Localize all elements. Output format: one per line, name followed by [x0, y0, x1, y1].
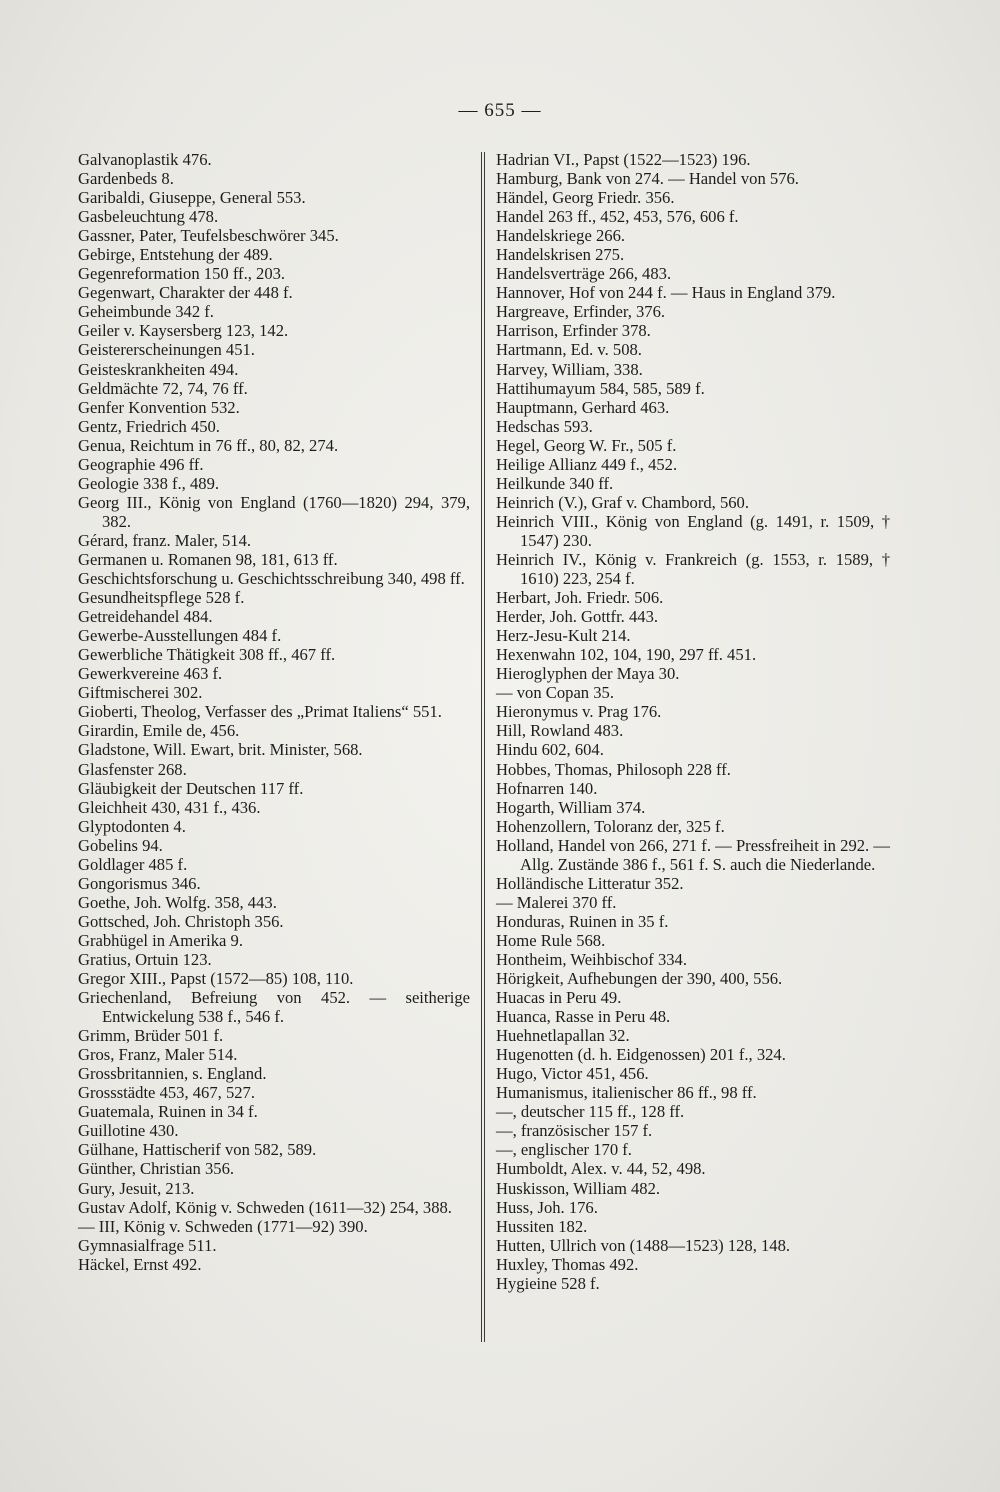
index-column-left — [78, 150, 470, 1274]
index-entry: Gegenwart, Charakter der 448 f. — [78, 283, 293, 303]
index-entry: Geheimbunde 342 f. — [78, 302, 214, 322]
index-entry: Humboldt, Alex. v. 44, 52, 498. — [496, 1159, 706, 1179]
index-entry: Genfer Konvention 532. — [78, 397, 240, 417]
index-entry: Handel 263 ff., 452, 453, 576, 606 f. — [496, 207, 739, 227]
index-entry: Home Rule 568. — [496, 930, 606, 950]
index-entry: Gegenreformation 150 ff., 203. — [78, 264, 286, 284]
index-entry: Herz-Jesu-Kult 214. — [496, 626, 631, 646]
index-entry: Gewerbe-Ausstellungen 484 f. — [78, 626, 282, 646]
index-entry: Hamburg, Bank von 274. — Handel von 576. — [496, 169, 799, 189]
index-entry: Heinrich (V.), Graf v. Chambord, 560. — [496, 492, 749, 512]
index-entry: Gewerbliche Thätigkeit 308 ff., 467 ff. — [78, 645, 336, 665]
index-entry: Gladstone, Will. Ewart, brit. Minister, 568. — [78, 740, 363, 760]
index-entry: Gentz, Friedrich 450. — [78, 416, 220, 436]
index-entry: Gassner, Pater, Teufelsbeschwörer 345. — [78, 226, 339, 246]
index-entry: Hannover, Hof von 244 f. — Haus in England 379. — [496, 283, 836, 303]
index-entry: Gymnasialfrage 511. — [78, 1235, 217, 1255]
index-entry: —, englischer 170 f. — [496, 1140, 632, 1160]
index-entry: Hontheim, Weihbischof 334. — [496, 949, 688, 969]
index-entry: Hogarth, William 374. — [496, 797, 646, 817]
index-entry: Guatemala, Ruinen in 34 f. — [78, 1102, 258, 1122]
index-entry: Hieronymus v. Prag 176. — [496, 702, 662, 722]
index-entry: Gros, Franz, Maler 514. — [78, 1045, 238, 1065]
index-entry: Harvey, William, 338. — [496, 359, 643, 379]
index-entry: Huacas in Peru 49. — [496, 988, 622, 1008]
index-entry: Geschichtsforschung u. Geschichtsschreibung 340, 498 ff. — [78, 569, 465, 589]
index-entry: Harrison, Erfinder 378. — [496, 321, 651, 341]
index-entry: Hargreave, Erfinder, 376. — [496, 302, 666, 322]
index-entry: Günther, Christian 356. — [78, 1159, 235, 1179]
index-entry: Huxley, Thomas 492. — [496, 1254, 639, 1274]
index-entry: Huehnetlapallan 32. — [496, 1026, 630, 1046]
page-number: — 655 — — [458, 100, 542, 121]
index-entry: Holländische Litteratur 352. — [496, 873, 684, 893]
index-entry: Hygieine 528 f. — [496, 1273, 600, 1293]
index-entry: Häckel, Ernst 492. — [78, 1254, 202, 1274]
index-entry: Gioberti, Theolog, Verfasser des „Primat Italiens“ 551. — [78, 702, 442, 722]
index-entry: Grimm, Brüder 501 f. — [78, 1026, 224, 1046]
index-entry: Hohenzollern, Toloranz der, 325 f. — [496, 816, 725, 836]
index-entry: Guillotine 430. — [78, 1121, 179, 1141]
index-entry: Herder, Joh. Gottfr. 443. — [496, 607, 659, 627]
index-entry: Hedschas 593. — [496, 416, 593, 436]
index-entry: Gülhane, Hattischerif von 582, 589. — [78, 1140, 317, 1160]
index-entry: Gleichheit 430, 431 f., 436. — [78, 797, 261, 817]
index-entry: Gobelins 94. — [78, 835, 163, 855]
index-entry: Hofnarren 140. — [496, 778, 598, 798]
index-entry: Heinrich IV., König v. Frankreich (g. 1553, r. 1589, † 1610) 223, 254 f. — [496, 549, 890, 589]
index-entry: Holland, Handel von 266, 271 f. — Pressfreiheit in 292. — Allg. Zustände 386 f., 561 f. S. auch die Niederlande. — [496, 835, 890, 874]
index-entry: Goldlager 485 f. — [78, 854, 188, 874]
index-entry: Hutten, Ullrich von (1488—1523) 128, 148. — [496, 1235, 791, 1255]
index-entry: Geistererscheinungen 451. — [78, 340, 255, 360]
index-entry: Handelsverträge 266, 483. — [496, 264, 672, 284]
index-entry: Glasfenster 268. — [78, 759, 187, 779]
index-entry: — III, König v. Schweden (1771—92) 390. — [78, 1216, 368, 1236]
index-entry: Hussiten 182. — [496, 1216, 588, 1236]
index-entry: Gottsched, Joh. Christoph 356. — [78, 911, 284, 931]
index-entry: Geographie 496 ff. — [78, 454, 204, 474]
index-entry: Getreidehandel 484. — [78, 607, 213, 627]
index-entry: Girardin, Emile de, 456. — [78, 721, 240, 741]
index-entry: Hindu 602, 604. — [496, 740, 604, 760]
index-entry: Geisteskrankheiten 494. — [78, 359, 239, 379]
index-entry: Geologie 338 f., 489. — [78, 473, 220, 493]
index-entry: Hattihumayum 584, 585, 589 f. — [496, 378, 705, 398]
index-entry: Germanen u. Romanen 98, 181, 613 ff. — [78, 549, 338, 569]
index-entry: Georg III., König von England (1760—1820) 294, 379, 382. — [78, 492, 470, 531]
index-entry: Hadrian VI., Papst (1522—1523) 196. — [496, 150, 751, 169]
index-entry: — von Copan 35. — [496, 683, 614, 703]
index-entry: Hauptmann, Gerhard 463. — [496, 397, 670, 417]
index-entry: Huss, Joh. 176. — [496, 1197, 598, 1217]
index-entry: Herbart, Joh. Friedr. 506. — [496, 588, 664, 608]
index-entry: Garibaldi, Giuseppe, General 553. — [78, 188, 306, 208]
index-entry: Handelskrisen 275. — [496, 245, 625, 265]
index-entry: Gasbeleuchtung 478. — [78, 207, 219, 227]
index-entry: Händel, Georg Friedr. 356. — [496, 188, 675, 208]
index-entry: —, deutscher 115 ff., 128 ff. — [496, 1102, 685, 1122]
index-entry: — Malerei 370 ff. — [496, 892, 617, 912]
index-entry: Genua, Reichtum in 76 ff., 80, 82, 274. — [78, 435, 339, 455]
index-entry: Heilige Allianz 449 f., 452. — [496, 454, 678, 474]
index-entry: Honduras, Ruinen in 35 f. — [496, 911, 669, 931]
index-entry: Gratius, Ortuin 123. — [78, 949, 212, 969]
index-entry: Hexenwahn 102, 104, 190, 297 ff. 451. — [496, 645, 757, 665]
index-entry: Gardenbeds 8. — [78, 169, 174, 189]
index-entry: Geiler v. Kaysersberg 123, 142. — [78, 321, 289, 341]
index-entry: Grabhügel in Amerika 9. — [78, 930, 243, 950]
index-entry: Giftmischerei 302. — [78, 683, 203, 703]
index-entry: Handelskriege 266. — [496, 226, 626, 246]
index-entry: Geldmächte 72, 74, 76 ff. — [78, 378, 248, 398]
index-entry: Gregor XIII., Papst (1572—85) 108, 110. — [78, 969, 354, 989]
index-entry: Gérard, franz. Maler, 514. — [78, 530, 252, 550]
index-entry: Hobbes, Thomas, Philosoph 228 ff. — [496, 759, 731, 779]
column-divider — [481, 152, 485, 1342]
index-entry: Grossstädte 453, 467, 527. — [78, 1083, 255, 1103]
index-entry: Galvanoplastik 476. — [78, 150, 212, 169]
index-entry: Griechenland, Befreiung von 452. — seitherige Entwickelung 538 f., 546 f. — [78, 988, 470, 1027]
index-entry: Hartmann, Ed. v. 508. — [496, 340, 642, 360]
index-entry: Gläubigkeit der Deutschen 117 ff. — [78, 778, 304, 798]
index-entry: Gesundheitspflege 528 f. — [78, 588, 245, 608]
index-entry: Hugenotten (d. h. Eidgenossen) 201 f., 324. — [496, 1045, 786, 1065]
index-entry: —, französischer 157 f. — [496, 1121, 653, 1141]
index-entry: Hill, Rowland 483. — [496, 721, 624, 741]
index-entry: Hörigkeit, Aufhebungen der 390, 400, 556. — [496, 969, 783, 989]
index-entry: Gongorismus 346. — [78, 873, 201, 893]
index-column-right — [496, 150, 890, 1293]
index-entry: Huanca, Rasse in Peru 48. — [496, 1007, 671, 1027]
index-entry: Hugo, Victor 451, 456. — [496, 1064, 649, 1084]
index-entry: Hegel, Georg W. Fr., 505 f. — [496, 435, 677, 455]
index-entry: Hieroglyphen der Maya 30. — [496, 664, 680, 684]
index-entry: Heilkunde 340 ff. — [496, 473, 614, 493]
index-entry: Goethe, Joh. Wolfg. 358, 443. — [78, 892, 277, 912]
index-entry: Grossbritannien, s. England. — [78, 1064, 267, 1084]
index-entry: Gustav Adolf, König v. Schweden (1611—32) 254, 388. — [78, 1197, 452, 1217]
index-entry: Gebirge, Entstehung der 489. — [78, 245, 273, 265]
index-entry: Heinrich VIII., König von England (g. 1491, r. 1509, † 1547) 230. — [496, 511, 890, 550]
index-entry: Gury, Jesuit, 213. — [78, 1178, 195, 1198]
index-entry: Humanismus, italienischer 86 ff., 98 ff. — [496, 1083, 757, 1103]
index-entry: Gewerkvereine 463 f. — [78, 664, 223, 684]
index-entry: Glyptodonten 4. — [78, 816, 186, 836]
index-entry: Huskisson, William 482. — [496, 1178, 661, 1198]
